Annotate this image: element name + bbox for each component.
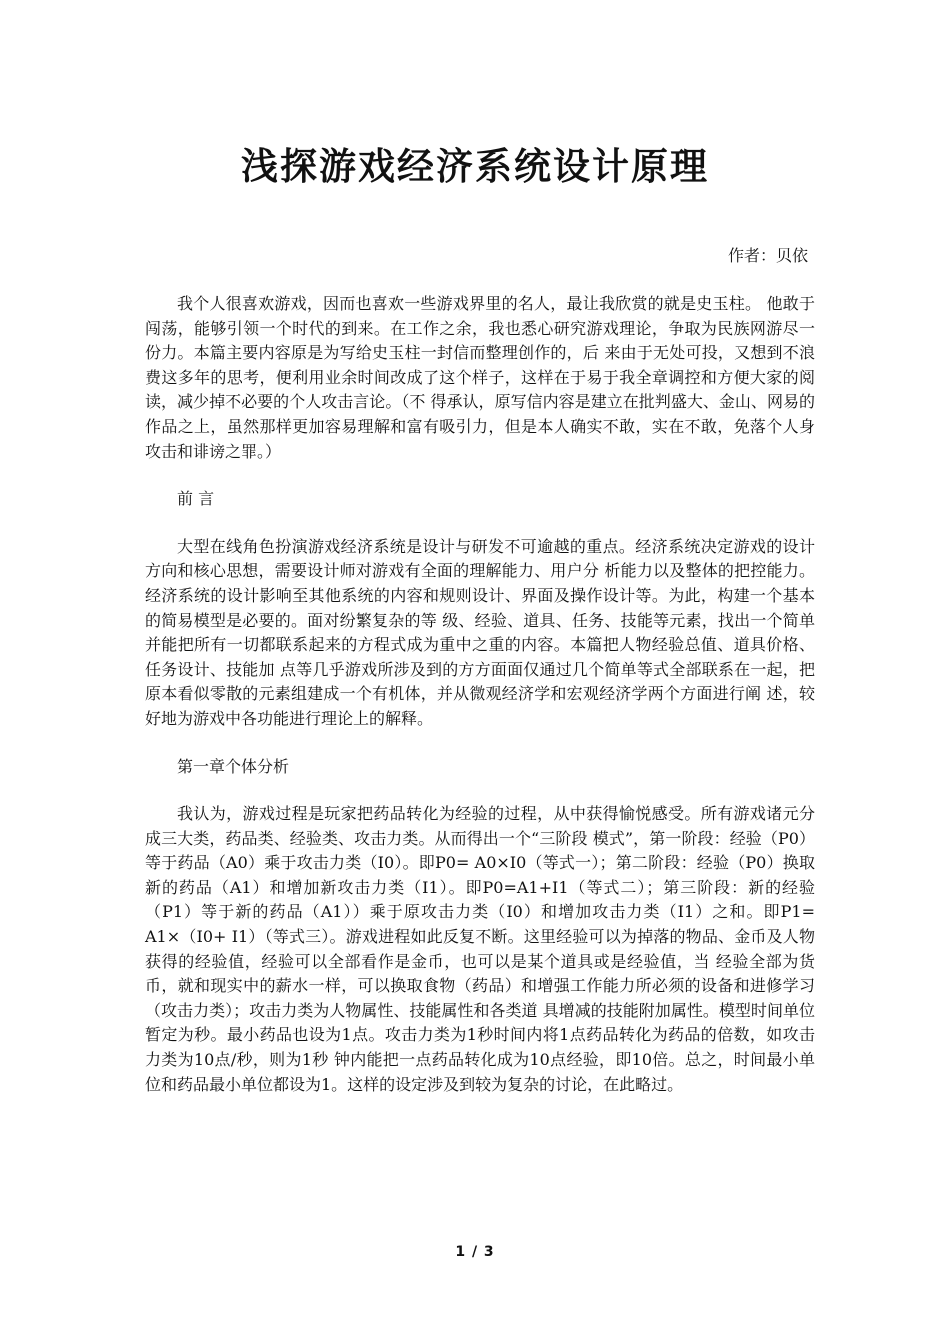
intro-paragraph: 我个人很喜欢游戏，因而也喜欢一些游戏界里的名人，最让我欣赏的就是史玉柱。 他敢于闯荡，能够引领一个时代的到来。在工作之余，我也悉心研究游戏理论，争取为民族网游尽一份力。本篇主要内容原是为写给史玉柱一封信而整理创作的，后 来由于无处可投，又想到不浪费这多年的思考，便利用业余时间改成了这个样子，这样在于易于我全章调控和方便大家的阅读，减少掉不必要的个人攻击言论。（不 得承认，原写信内容是建立在批判盛大、金山、网易的作品之上，虽然那样更加容易理解和富有吸引力，但是本人确实不敢，实在不敢，免落个人身攻击和诽谤之罪。） [145, 294, 815, 461]
author-line: 作者：贝依 [727, 246, 808, 265]
section-heading-preface: 前 言 [177, 489, 215, 509]
preface-paragraph: 大型在线角色扮演游戏经济系统是设计与研发不可逾越的重点。经济系统决定游戏的设计方向和核心思想，需要设计师对游戏有全面的理解能力、用户分 析能力以及整体的把控能力。经济系统的设计影响至其他系统的内容和规则设计、界面及操作设计等。为此，构建一个基本的简易模型是必要的。面对纷繁复杂的等 级、经验、道具、任务、技能等元素，找出一个简单并能把所有一切都联系起来的方程式成为重中之重的内容。本篇把人物经验总值、道具价格、任务设计、技能加 点等几乎游戏所涉及到的方方面面仅通过几个简单等式全部联系在一起，把原本看似零散的元素组建成一个有机体，并从微观经济学和宏观经济学两个方面进行阐 述，较好地为游戏中各功能进行理论上的解释。 [145, 536, 815, 728]
page-number: 1 / 3 [455, 1244, 495, 1260]
document-title: 浅探游戏经济系统设计原理 [241, 144, 709, 188]
section-heading-chapter-1: 第一章个体分析 [177, 756, 290, 776]
document-body [145, 292, 815, 1097]
chapter-1-paragraph: 我认为，游戏过程是玩家把药品转化为经验的过程，从中获得愉悦感受。所有游戏诸元分成三大类，药品类、经验类、攻击力类。从而得出一个“三阶段 模式”，第一阶段：经验（P0）等于药品（A0）乘于攻击力类（I0）。即P0= A0×I0（等式一）；第二阶段：经验（P0）换取新的药品（A1）和增加新攻击力类（I1）。即P0=A1+I1（等式二）；第三阶段：新的经验 （P1）等于新的药品（A1））乘于原攻击力类（I0）和增加攻击力类（I1）之和。即P1= A1×（I0+ I1）（等式三）。游戏进程如此反复不断。这里经验可以为掉落的物品、金币及人物获得的经验值，经验可以全部看作是金币，也可以是某个道具或是经验值，当 经验全部为货币，就和现实中的薪水一样，可以换取食物（药品）和增强工作能力所必须的设备和进修学习（攻击力类）；攻击力类为人物属性、技能属性和各类道 具增减的技能附加属性。模型时间单位暂定为秒。最小药品也设为1点。攻击力类为1秒时间内将1点药品转化为药品的倍数，如攻击力类为10点/秒，则为1秒 钟内能把一点药品转化成为10点经验，即10倍。总之，时间最小单位和药品最小单位都设为1。这样的设定涉及到较为复杂的讨论，在此略过。 [145, 804, 815, 1094]
